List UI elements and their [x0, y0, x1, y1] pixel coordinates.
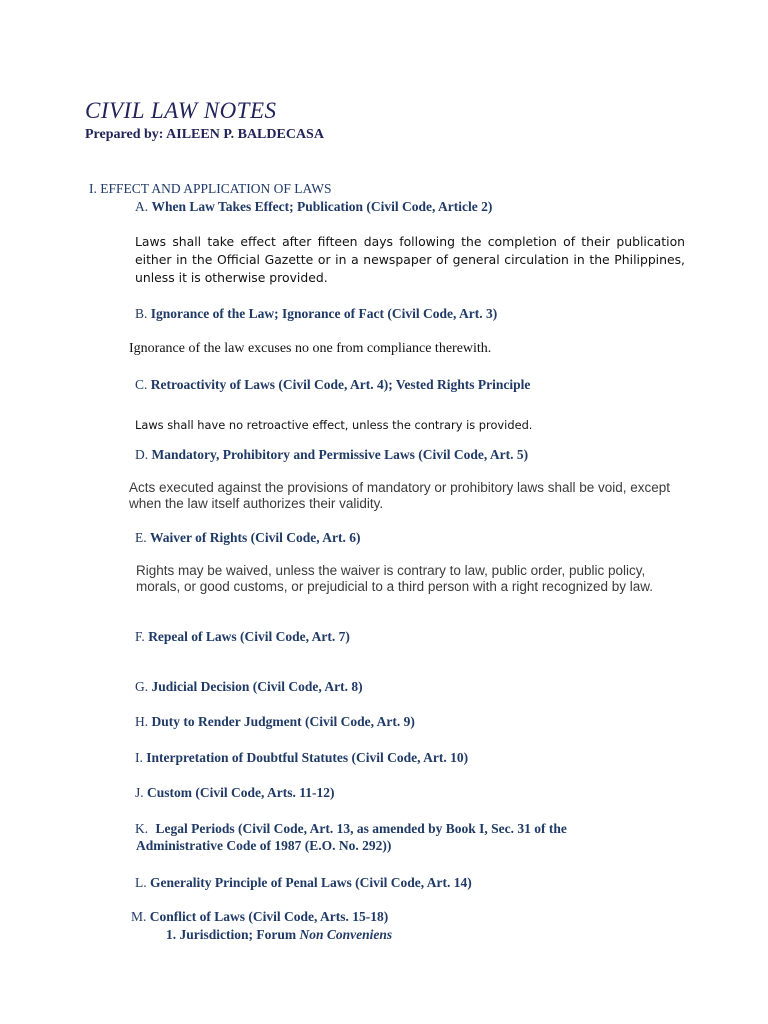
subheading-a: [135, 199, 492, 215]
subheading-letter: E.: [135, 530, 147, 545]
subheading-c: [135, 377, 530, 393]
subheading-text: When Law Takes Effect; Publication (Civil Code, Article 2): [151, 199, 493, 214]
subheading-text: Interpretation of Doubtful Statutes (Civil Code, Art. 10): [146, 750, 469, 765]
subheading-f: [135, 629, 350, 645]
subheading-text: Waiver of Rights (Civil Code, Art. 6): [150, 530, 361, 545]
subheading-text: Ignorance of the Law; Ignorance of Fact (Civil Code, Art. 3): [150, 306, 498, 321]
subheading-b: [135, 306, 497, 322]
paragraph-a: Laws shall take effect after fifteen days following the completion of their publication either in the Official Gazette or in a newspaper of general circulation in the Philippines, unless it is otherwise provided.: [135, 234, 685, 285]
prepared-by-line: [85, 127, 324, 143]
sub-item-italic-text: Non Conveniens: [299, 927, 393, 942]
subheading-k-continued: [136, 838, 391, 854]
subheading-e: [135, 530, 360, 546]
subheading-j: [135, 785, 335, 801]
subheading-letter: I.: [135, 750, 143, 765]
subheading-d: [135, 447, 528, 463]
paragraph-d: Acts executed against the provisions of mandatory or prohibitory laws shall be void, except when the law itself authorizes their validity.: [129, 480, 671, 511]
subheading-text: Conflict of Laws (Civil Code, Arts. 15-18): [149, 909, 389, 924]
subheading-m-1: [166, 927, 392, 943]
sub-item-text: Jurisdiction; Forum: [179, 927, 297, 942]
paragraph-e: Rights may be waived, unless the waiver is contrary to law, public order, public policy, morals, or good customs, or prejudicial to a third person with a right recognized by law.: [136, 563, 654, 594]
subheading-i: [135, 750, 468, 766]
subheading-k: [135, 821, 567, 837]
subheading-h: [135, 714, 415, 730]
subheading-text: Judicial Decision (Civil Code, Art. 8): [151, 679, 363, 694]
subheading-letter: B.: [135, 306, 148, 321]
sub-item-number: 1.: [166, 927, 177, 942]
subheading-text: Retroactivity of Laws (Civil Code, Art. 4); Vested Rights Principle: [150, 377, 531, 392]
section-heading-1: I. EFFECT AND APPLICATION OF LAWS: [89, 181, 332, 196]
subheading-text: Generality Principle of Penal Laws (Civil Code, Art. 14): [150, 875, 472, 890]
subheading-g: [135, 679, 363, 695]
subheading-letter: C.: [135, 377, 148, 392]
subheading-text: Mandatory, Prohibitory and Permissive Laws (Civil Code, Art. 5): [151, 447, 529, 462]
subheading-letter: H.: [135, 714, 149, 729]
subheading-text: Duty to Render Judgment (Civil Code, Art. 9): [151, 714, 415, 729]
subheading-text: Custom (Civil Code, Arts. 11-12): [147, 785, 335, 800]
author-name: AILEEN P. BALDECASA: [166, 127, 324, 142]
subheading-letter: D.: [135, 447, 149, 462]
subheading-letter: L.: [135, 875, 147, 890]
subheading-l: [135, 875, 472, 891]
subheading-m: [131, 909, 388, 925]
paragraph-b: Ignorance of the law excuses no one from compliance therewith.: [129, 341, 492, 356]
subheading-text: Legal Periods (Civil Code, Art. 13, as amended by Book I, Sec. 31 of the: [155, 821, 567, 836]
prepared-by-label: Prepared by:: [85, 127, 164, 142]
subheading-letter: F.: [135, 629, 145, 644]
subheading-letter: M.: [131, 909, 147, 924]
document-title: CIVIL LAW NOTES: [85, 98, 277, 123]
subheading-letter: G.: [135, 679, 149, 694]
paragraph-c: Laws shall have no retroactive effect, unless the contrary is provided.: [135, 418, 533, 432]
subheading-letter: K.: [135, 821, 149, 836]
subheading-letter: A.: [135, 199, 149, 214]
subheading-text: Repeal of Laws (Civil Code, Art. 7): [148, 629, 350, 644]
subheading-text-line-2: Administrative Code of 1987 (E.O. No. 292)): [136, 838, 392, 853]
subheading-letter: J.: [135, 785, 144, 800]
